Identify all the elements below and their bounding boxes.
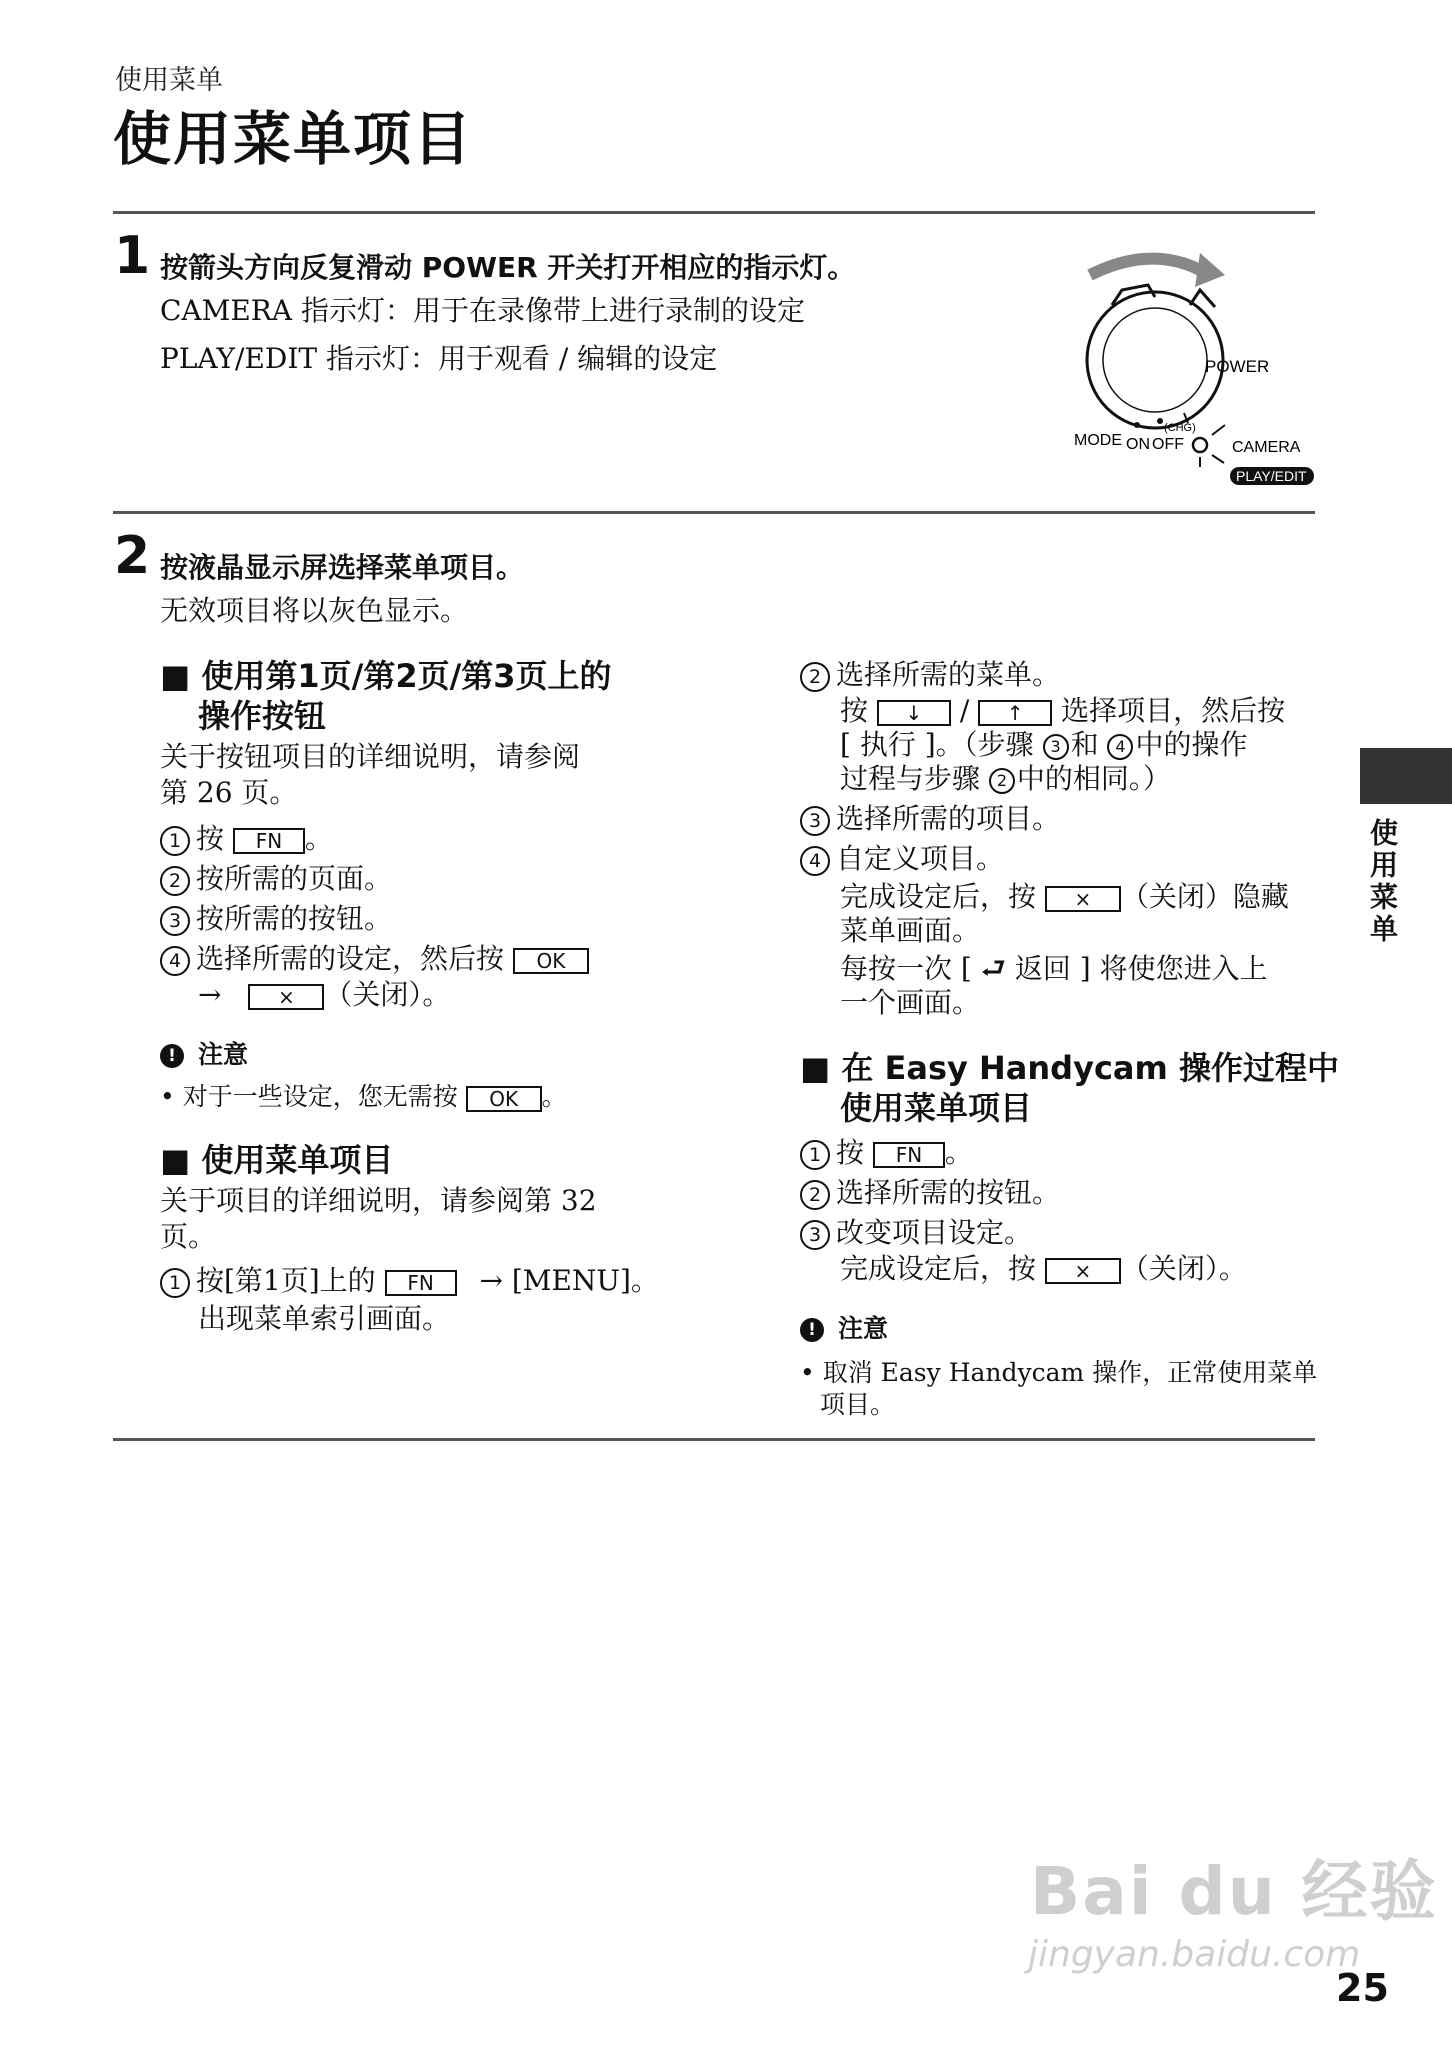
note-warning-icon: ! <box>800 1318 824 1342</box>
sec1-item-2: 2 按所需的页面。 <box>160 860 392 898</box>
divider <box>113 511 1315 514</box>
circled-number: 3 <box>800 806 830 836</box>
right-item-4: 4 自定义项目。 <box>800 840 1004 878</box>
on-label: ON <box>1126 436 1150 453</box>
circled-number: 3 <box>160 906 190 936</box>
right-item-2-line-3: [ 执行 ]。（步骤 3 和 4 中的操作 <box>840 728 1248 761</box>
fn-button[interactable]: FN <box>873 1142 945 1168</box>
right-item-4-line-3: 菜单画面。 <box>840 914 981 947</box>
sec3-title-2: 使用菜单项目 <box>840 1089 1033 1127</box>
indicator-lamp-icon <box>1193 438 1207 452</box>
sec3-title: ■ 在 Easy Handycam 操作过程中 <box>800 1049 1339 1087</box>
circled-number: 3 <box>800 1220 830 1250</box>
camera-label: CAMERA <box>1232 439 1301 456</box>
right-item-4-line-2: 完成设定后，按 × （关闭）隐藏 <box>840 880 1289 913</box>
side-tab-label: 使用菜单 <box>1366 818 1399 946</box>
right-item-2-line-4: 过程与步骤 2 中的相同。） <box>840 762 1171 795</box>
sec1-item-1: 1 按 FN 。 <box>160 820 333 858</box>
up-button[interactable]: ↑ <box>978 700 1052 726</box>
sec1-desc: 关于按钮项目的详细说明，请参阅 <box>160 740 581 773</box>
right-item-2-line-2: 按 ↓ / ↑ 选择项目，然后按 <box>840 694 1286 727</box>
divider <box>113 1438 1315 1441</box>
power-label: POWER <box>1205 357 1270 376</box>
note-2-header: ! 注意 <box>800 1312 888 1346</box>
sec2-desc: 关于项目的详细说明，请参阅第 32 <box>160 1184 597 1217</box>
right-item-4-line-5: 一个画面。 <box>840 986 981 1019</box>
mode-label: MODE <box>1074 432 1122 449</box>
fn-button[interactable]: FN <box>233 828 305 854</box>
circled-number: 1 <box>160 826 190 856</box>
circled-number: 1 <box>160 1268 190 1298</box>
close-button[interactable]: × <box>1045 886 1121 912</box>
right-item-3: 3 选择所需的项目。 <box>800 800 1060 838</box>
arrow-right-icon: → <box>198 978 222 1011</box>
sec2-title: ■ 使用菜单项目 <box>160 1141 394 1179</box>
circled-number: 2 <box>800 1180 830 1210</box>
step-1-line-playedit: PLAY/EDIT 指示灯：用于观看 / 编辑的设定 <box>160 342 718 375</box>
step-2-heading: 按液晶显示屏选择菜单项目。 <box>160 551 525 584</box>
return-icon: ⮐ <box>980 952 1006 985</box>
sec3-item-3: 3 改变项目设定。 <box>800 1214 1032 1252</box>
step-2-note: 无效项目将以灰色显示。 <box>160 594 469 627</box>
sec2-item-1: 1 按[第1页]上的 FN → [MENU]。 <box>160 1262 659 1300</box>
ok-button[interactable]: OK <box>466 1086 542 1112</box>
sec1-item-4: 4 选择所需的设定，然后按 OK <box>160 940 589 978</box>
note-1-text: • 对于一些设定，您无需按 OK 。 <box>160 1082 567 1111</box>
sec1-title-2: 操作按钮 <box>198 697 327 735</box>
note-warning-icon: ! <box>160 1044 184 1068</box>
right-item-4-line-4: 每按一次 [ ⮐ 返回 ] 将使您进入上 <box>840 952 1268 985</box>
sec2-item-1-line-2: 出现菜单索引画面。 <box>198 1302 451 1335</box>
circled-number: 2 <box>160 866 190 896</box>
sec1-desc-2: 第 26 页。 <box>160 776 298 809</box>
circled-number: 4 <box>800 846 830 876</box>
circled-number: 4 <box>160 946 190 976</box>
rotation-arrowhead-icon <box>1195 253 1225 287</box>
playedit-label: PLAY/EDIT <box>1236 468 1307 484</box>
note-2-text: • 取消 Easy Handycam 操作，正常使用菜单 <box>800 1358 1318 1387</box>
step-1-number: 1 <box>114 226 151 286</box>
circled-number: 1 <box>800 1140 830 1170</box>
page-number: 25 <box>1336 1966 1389 2010</box>
note-2-text-2: 项目。 <box>820 1390 896 1419</box>
power-switch-illustration <box>1060 245 1330 495</box>
baidu-watermark: Bai du 经验 <box>1030 1853 1438 1930</box>
sec3-item-2: 2 选择所需的按钮。 <box>800 1174 1060 1212</box>
circled-number: 4 <box>1107 734 1133 760</box>
rotation-arrow-icon <box>1090 259 1200 275</box>
sec3-item-1: 1 按 FN 。 <box>800 1134 973 1172</box>
sec1-item-3: 3 按所需的按钮。 <box>160 900 392 938</box>
power-dial <box>1087 292 1223 428</box>
chg-label: (CHG) <box>1164 422 1196 434</box>
circled-number: 3 <box>1043 734 1069 760</box>
sec1-item-4-line-2: → × （关闭）。 <box>198 978 451 1011</box>
circled-number: 2 <box>800 662 830 692</box>
sec2-desc-2: 页。 <box>160 1220 217 1253</box>
close-button[interactable]: × <box>1045 1258 1121 1284</box>
circled-number: 2 <box>989 768 1015 794</box>
sec1-title: ■ 使用第1页/第2页/第3页上的 <box>160 657 612 695</box>
down-button[interactable]: ↓ <box>877 700 951 726</box>
baidu-watermark-url: jingyan.baidu.com <box>1028 1934 1361 1975</box>
sec3-item-3-line-2: 完成设定后，按 × （关闭）。 <box>840 1252 1247 1285</box>
ok-button[interactable]: OK <box>513 948 589 974</box>
note-1-header: ! 注意 <box>160 1038 248 1072</box>
off-label: OFF <box>1152 436 1184 453</box>
step-2-number: 2 <box>114 526 151 586</box>
right-item-2: 2 选择所需的菜单。 <box>800 656 1060 694</box>
divider <box>113 211 1315 214</box>
page-title: 使用菜单项目 <box>113 105 474 173</box>
step-1-heading: 按箭头方向反复滑动 POWER 开关打开相应的指示灯。 <box>160 251 856 284</box>
close-button[interactable]: × <box>248 984 324 1010</box>
fn-button[interactable]: FN <box>385 1270 457 1296</box>
section-label: 使用菜单 <box>115 65 223 96</box>
step-1-line-camera: CAMERA 指示灯：用于在录像带上进行录制的设定 <box>160 294 805 327</box>
side-tab-marker <box>1360 748 1452 804</box>
